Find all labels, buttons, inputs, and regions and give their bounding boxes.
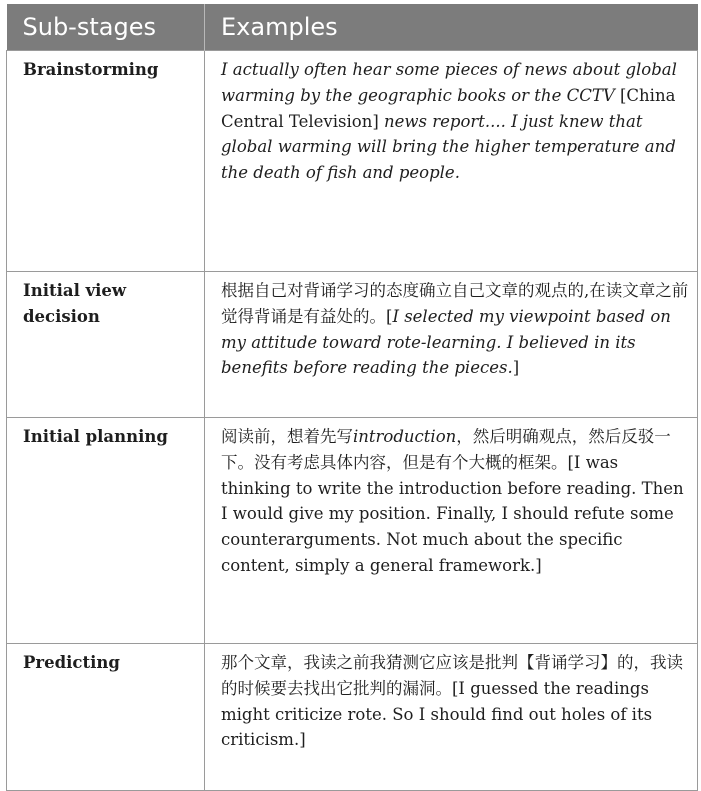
example-english-text: [I guessed the readings might criticize rote. So I should find out holes of its criticism.] — [221, 678, 653, 750]
example-cell — [205, 644, 698, 791]
stage-initial-planning: Initial planning — [7, 418, 205, 644]
example-italic-text: introduction — [353, 427, 457, 446]
example-italic-text: I selected my viewpoint based on my attitude toward rote-learning. I believed in its benefits before reading the pieces. — [221, 306, 671, 378]
example-plain-text: [China Central Television] — [221, 85, 676, 131]
example-chinese-text: 根据自己对背诵学习的态度确立自己文章的观点的,在读文章之前觉得背诵是有益处的。 — [221, 281, 689, 326]
table-row — [7, 644, 698, 791]
sub-stages-table — [6, 4, 698, 791]
stage-initial-view-decision: Initial view decision — [7, 272, 205, 418]
header-sub-stages: Sub-stages — [7, 4, 205, 51]
header-examples: Examples — [205, 4, 698, 51]
example-cell — [205, 272, 698, 418]
example-chinese-text: ，然后明确观点，然后反驳一下。没有考虑具体内容，但是有个大概的框架。 — [221, 427, 671, 472]
example-italic-text: news report.... I just knew that global warming will bring the higher temperature and the death of fish and people. — [221, 111, 676, 183]
example-plain-text: [ — [386, 306, 393, 326]
stage-predicting: Predicting — [7, 644, 205, 791]
table-header-row — [7, 4, 698, 51]
example-cell — [205, 418, 698, 644]
example-italic-text: I actually often hear some pieces of news about global warming by the geographic books or the CCTV — [221, 60, 677, 105]
example-chinese-text: 那个文章，我读之前我猜测它应该是批判【背诵学习】的，我读的时候要去找出它批判的漏洞。 — [221, 653, 683, 698]
example-plain-text: ] — [512, 358, 520, 378]
example-chinese-text: 阅读前，想着先写 — [221, 427, 353, 446]
example-english-text: [I was thinking to write the introduction before reading. Then I would give my position. Finally, I should refute some counterarguments. Not much about the specific content, simply a general framework.] — [221, 452, 684, 575]
table-row — [7, 272, 698, 418]
example-cell — [205, 51, 698, 272]
stage-brainstorming: Brainstorming — [7, 51, 205, 272]
table-row — [7, 51, 698, 272]
table-row — [7, 418, 698, 644]
